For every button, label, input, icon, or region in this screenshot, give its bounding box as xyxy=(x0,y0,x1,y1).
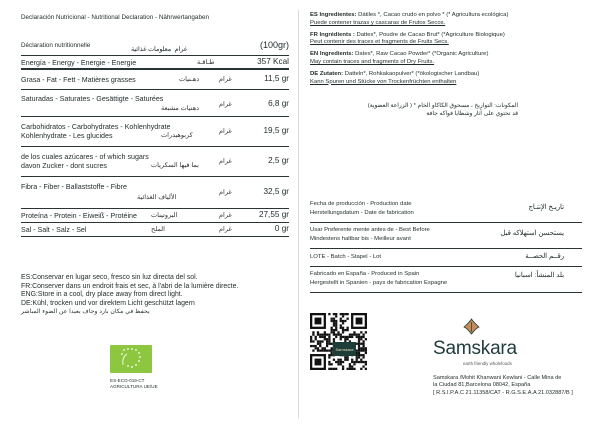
panel-divider xyxy=(298,10,299,418)
traces-en: May contain traces and fragments of Dry Fruits. xyxy=(310,58,435,65)
nutrition-row-carbohydrates xyxy=(21,117,289,147)
nutrient-label: Sal - Salt - Salz - Sel xyxy=(21,226,87,234)
storage-eng: ENG:Store in a cool, dry place away from direct light. xyxy=(21,291,183,299)
nutrient-label: de los cuales azúcares - of which sugars xyxy=(21,153,149,161)
nutrient-unit-arabic: غرام xyxy=(219,128,232,135)
nutrient-unit-arabic: غرام xyxy=(219,76,232,83)
brand-name: Samskara xyxy=(433,338,517,359)
nutrition-row-energy xyxy=(21,56,289,70)
nutrient-arabic: كربوهيدرات xyxy=(161,132,193,139)
address-line: Samskara /Mohit Khanwani Kewlani - Calle Mina de xyxy=(433,375,562,381)
ingredients-en: EN Ingredients: Dates*, Raw Cacao Powder* (*Organic Agriculture) xyxy=(310,51,489,58)
storage-instructions xyxy=(21,274,301,317)
nutrient-arabic: دهنيات مشبعة xyxy=(161,105,200,112)
nutrient-label-line2: Kohlenhydrate - Les glucides xyxy=(21,132,113,140)
info-label: Fecha de producción - Production date xyxy=(310,201,412,207)
nutrient-unit-arabic: غرام xyxy=(219,101,232,108)
info-label-line2: Herstellungsdatum - Date de fabrication xyxy=(310,210,414,216)
origin-field xyxy=(310,267,582,293)
info-label-arabic: بلد المنشأ: اسبانيا xyxy=(514,272,564,279)
nutrition-header xyxy=(21,12,289,56)
ingredients-es: ES Ingredientes: Dátiles *, Cacao crudo en polvo * (* Agricultura ecológica) xyxy=(310,12,509,18)
traces-de: Kann Spuren und Stücke von Trockenfrüchten enthalten xyxy=(310,78,457,85)
nutrient-arabic: البروتينات xyxy=(151,212,178,219)
nutrition-header-title-fr: Déclaration nutritionnelle xyxy=(21,42,91,49)
organic-code: ES-ECO-019-CT xyxy=(110,378,145,383)
nutrient-label: Saturadas - Saturates - Gesättigte - Saturées xyxy=(21,95,164,103)
nutrient-unit-arabic: غرام xyxy=(219,158,232,165)
nutrition-row-sugars xyxy=(21,147,289,177)
address-line: la Ciudad 81,Barcelona 08042, España xyxy=(433,382,531,389)
samskara-logo-icon xyxy=(463,318,480,335)
storage-de: DE:Kühl, trocken und vor direktem Licht geschützt lagern xyxy=(21,299,195,307)
info-label-line2: Hergestellt in Spanien - pays de fabrication Espagne xyxy=(310,280,448,286)
qr-center-logo: Samskara xyxy=(333,342,356,356)
storage-ar: يحفظ في مكان بارد وجاف بعيدا عن الضوء المباشر xyxy=(21,308,150,316)
production-date-field xyxy=(310,197,582,223)
company-address xyxy=(433,375,593,397)
nutrition-row-saturates xyxy=(21,90,289,117)
nutrient-label: Grasa - Fat - Fett - Matières grasses xyxy=(21,76,136,84)
nutrient-value: 2,5 gr xyxy=(268,156,289,165)
info-label-line2: Mindestens haltbar bis - Meilleur avant xyxy=(310,236,411,242)
nutrient-label: Energía - Energy - Energie - Energie xyxy=(21,59,137,67)
nutrient-value: 11,5 gr xyxy=(264,74,289,83)
nutrient-value: 19,5 gr xyxy=(263,126,289,135)
info-label: Usar Preferente mente antes de - Best Before xyxy=(310,227,430,233)
nutrient-unit-arabic: غرام xyxy=(219,226,232,233)
ingredients-de: DE Zutaten: Datteln*, Rohkakaopulver* (*ökologischer Landbau) xyxy=(310,70,480,77)
brand-tagline: earth friendly wholefoods xyxy=(463,361,512,366)
storage-fr: FR:Conserver dans un endroit frais et sec, à l'abri de la lumière directe. xyxy=(21,282,239,290)
nutrition-header-per: (100gr) xyxy=(259,40,289,50)
traces-fr: Peut contenir des traces et fragments de Fruits Secs. xyxy=(310,39,449,46)
eu-organic-leaf-icon xyxy=(110,345,152,373)
info-label-arabic: تاريـخ الإنتـاج xyxy=(528,204,564,211)
nutrition-header-arabic: غرام معلومات غذائية xyxy=(131,46,188,53)
ingredients-ar-line: المكونات: التواريخ ، مسحوق الكاكاو الخام * ( الزراعة العضوية) xyxy=(367,103,518,110)
nutrition-header-title: Declaración Nutricional - Nutritional Declaration - Nährwertangaben xyxy=(21,14,209,21)
traces-es: Puede contener trazas y cascaras de Frutos Secos. xyxy=(310,19,446,26)
nutrient-unit-arabic: غرام xyxy=(219,212,232,219)
nutrition-row-fat xyxy=(21,70,289,90)
nutrient-value: 357 Kcal xyxy=(257,57,289,66)
nutrition-row-fiber xyxy=(21,177,289,209)
ingredients-ar xyxy=(310,102,518,118)
info-label: LOTE - Batch - Stapel - Lot xyxy=(310,254,382,260)
batch-field xyxy=(310,249,582,267)
nutrient-label: Fibra - Fiber - Ballaststoffe - Fibre xyxy=(21,183,127,191)
nutrient-label: Carbohidratos - Carbohydrates - Kohlenhydrate xyxy=(21,123,171,131)
nutrient-arabic: طـاقـة xyxy=(197,59,215,66)
info-label-arabic: رقــم الحصــة xyxy=(525,253,564,260)
nutrient-arabic: دهـنيات xyxy=(179,76,200,83)
registration-numbers: [ R.S.I.P.A.C 21.11358/CAT - R.G.S.E.A.A 21.032887/B ] xyxy=(433,389,573,396)
nutrient-value: 32,5 gr xyxy=(263,187,289,196)
organic-origin: AGRICULTURA UE/UE xyxy=(110,384,158,389)
ingredients-fr: FR Ingrédients : Dattes*, Poudre de Cacao Brut* (*Agriculture Biologique) xyxy=(310,31,505,38)
nutrient-value: 27,55 gr xyxy=(258,210,289,219)
ingredients-section xyxy=(310,12,582,118)
organic-certification-code xyxy=(110,378,158,390)
info-label-arabic: يستحسن استهلاكه قبل xyxy=(500,230,564,237)
nutrient-unit-arabic: غرام xyxy=(219,189,232,196)
nutrient-label: Proteína - Protein - Eiweiß - Protéine xyxy=(21,212,137,220)
traces-ar: قد تحتوي على آثار وشظايا فواكه جافة xyxy=(426,111,518,118)
nutrient-arabic: بما فيها السكريات xyxy=(151,162,199,169)
best-before-field xyxy=(310,223,582,249)
nutrition-row-salt xyxy=(21,223,289,237)
nutrient-label-line2: davon Zucker - dont sucres xyxy=(21,162,107,170)
info-label: Fabricado en España - Produced in Spain xyxy=(310,271,420,277)
nutrition-table xyxy=(21,12,289,237)
nutrition-row-protein xyxy=(21,209,289,223)
storage-es: ES:Conservar en lugar seco, fresco sin luz directa del sol. xyxy=(21,274,198,281)
nutrient-arabic: الألياف الغذائية xyxy=(137,194,177,201)
nutrient-value: 0 gr xyxy=(274,224,289,233)
nutrient-value: 6,8 gr xyxy=(268,99,289,108)
nutrient-arabic: الملح xyxy=(151,226,165,233)
